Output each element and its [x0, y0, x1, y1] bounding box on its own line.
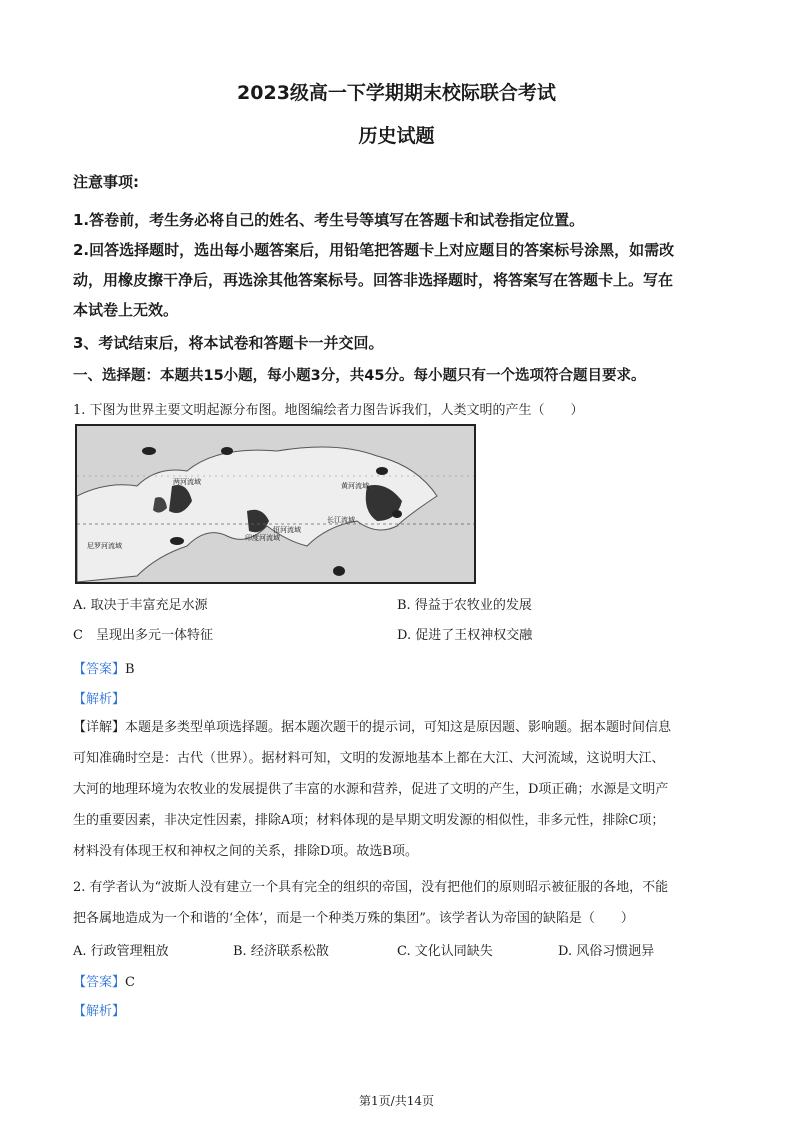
question-1-option-c: C 呈现出多元一体特征 [73, 628, 213, 643]
section-heading: 一、选择题：本题共15小题，每小题3分，共45分。每小题只有一个选项符合题目要求。 [73, 368, 646, 384]
question-1-detail-line: 材料没有体现王权和神权之间的关系，排除D项。故选B项。 [73, 844, 418, 859]
question-2-answer [73, 971, 135, 990]
question-1-detail-line: 【详解】本题是多类型单项选择题。据本题次题干的提示词，可知这是原因题、影响题。据本题时间信息 [73, 720, 672, 735]
map-label-yin-du-he: 印度河流域 [245, 534, 280, 542]
question-1-detail-line: 生的重要因素，非决定性因素，排除A项；材料体现的是早期文明发源的相似性，非多元性，排除C项； [73, 813, 665, 828]
notice-item: 2.回答选择题时，选出每小题答案后，用铅笔把答题卡上对应题目的答案标号涂黑，如需改 [73, 241, 675, 259]
notice-item: 动，用橡皮擦干净后，再选涂其他答案标号。回答非选择题时，将答案写在答题卡上。写在 [73, 271, 674, 289]
notice-item: 本试卷上无效。 [73, 301, 179, 319]
notice-item: 3、考试结束后，将本试卷和答题卡一并交回。 [73, 334, 384, 352]
answer-value: B [125, 662, 135, 677]
map-label-ni-luo-he: 尼罗河流域 [87, 542, 122, 550]
question-2-option-a: A. 行政管理粗放 [73, 944, 169, 959]
exam-title: 2023级高一下学期期末校际联合考试 [237, 82, 556, 104]
question-2-option-b: B. 经济联系松散 [233, 944, 329, 959]
answer-label: 【答案】 [73, 975, 126, 990]
question-1-option-a: A. 取决于丰富充足水源 [73, 598, 208, 613]
question-1-detail-line: 大河的地理环境为农牧业的发展提供了丰富的水源和营养，促进了文明的产生，D项正确；水源是文明产 [73, 782, 669, 797]
exam-subtitle: 历史试题 [358, 125, 435, 147]
page-number: 第1页/共14页 [359, 1094, 434, 1108]
question-1-detail-line: 可知准确时空是：古代（世界）。据材料可知，文明的发源地基本上都在大江、大河流域，这说明大江、 [73, 751, 665, 766]
map-label-huang-he: 黄河流域 [341, 482, 369, 490]
map-label-chang-jiang: 长江流域 [327, 516, 355, 524]
question-1-stem: 1. 下图为世界主要文明起源分布图。地图编绘者力图告诉我们，人类文明的产生（ ） [73, 403, 584, 418]
question-2-option-c: C. 文化认同缺失 [397, 944, 493, 959]
question-1-answer [73, 658, 135, 677]
question-2-analysis-label: 【解析】 [73, 1004, 126, 1019]
map-label-heng-he: 恒河流域 [273, 526, 301, 534]
question-1-option-b: B. 得益于农牧业的发展 [397, 598, 532, 613]
answer-label: 【答案】 [73, 662, 126, 677]
notice-heading: 注意事项: [73, 173, 139, 191]
question-2-option-d: D. 风俗习惯迥异 [558, 944, 655, 959]
question-1-option-d: D. 促进了王权神权交融 [397, 628, 533, 643]
answer-value: C [125, 975, 135, 990]
notice-item: 1.答卷前，考生务必将自己的姓名、考生号等填写在答题卡和试卷指定位置。 [73, 211, 585, 229]
question-1-analysis-label: 【解析】 [73, 692, 126, 707]
civilization-map [75, 424, 476, 584]
question-2-stem-line: 2. 有学者认为“波斯人没有建立一个具有完全的组织的帝国，没有把他们的原则昭示被征服的各地，不能 [73, 880, 669, 895]
question-2-stem-line: 把各属地造成为一个和谐的‘全体’，而是一个种类万殊的集团”。该学者认为帝国的缺陷是（ ） [73, 911, 634, 926]
map-label-liang-he: 两河流域 [173, 478, 201, 486]
